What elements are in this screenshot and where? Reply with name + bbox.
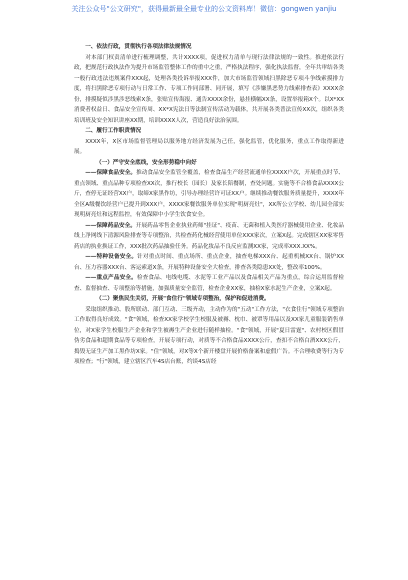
paragraph-text: 对本部门权责清单进行梳理调整，共计XXXX项，促进权力清单与现行法律法规的一致性。推进依法行政，把规范行政执法作为提升市场监管整体工作的重中之重，严格执法程序，强化执法监督，全年共审结各类一般行政违法违规案件XXX起，处理各类投诉举报XXX件，加大市场监管领域扫黑除恶专项斗争线索摸排力度，将扫黑除恶专项行动与日常工作、专项工作同部署、同开展，填写《涉嫌黑恶势力线索排查表》XXXX余份，排摸疑似涉黑涉恶线索X条，张贴宣传海报、通告XXXX余份，悬挂横幅XX条，设置举报箱X个。以X*XX消费者权益日、食品安全宣传周、XX*X宪法日等法制宣传活动为载体，共开展各类普法宣传XX次，组织各类培训班及安全知识讲座XX期，培训XXXX人次，营造良好法治氛围。 [74,54,344,124]
body-paragraph [74,137,344,158]
body-paragraph [74,168,344,221]
paragraph-text: （一）严守安全底线，安全形势稳中向好 [96,159,197,166]
body-paragraph [74,53,344,127]
body-paragraph [74,221,344,253]
section-heading [74,158,344,169]
paragraph-lead: ——重点产品安全。 [85,275,137,281]
paragraph-lead: ——保障食品安全。 [85,170,137,176]
paragraph-text: 推动食品安全监管全覆盖，检查食品生产经营流通单位XXXX户次，开展重点时节、重点领域、重点品种专项检查XX次，推行校长（园长）及家长陪餐制，查处问题。实施等不合格食品XXXX公斤，查停无证经营XX户，取缔X家黑作坊，引导办理经营许可证XX户。继续推动餐饮服务质量提升，XXXX年全区A级餐饮经营户已提升到XXX户，XXXX家餐饮服务单位实现"明厨亮灶"，XX所公立学校、幼儿园全部实现明厨亮灶和远程监控，有效保障中小学生饮食安全。 [74,170,344,218]
section-heading [74,42,344,53]
paragraph-text: 采取组织推动、股所联动、部门互动、三级齐动，主动作为的"五动"工作方法，"衣食住行"领域专项整治工作取得良好成效。"食"领域，检查XX家学校学生校服及被褥、枕巾、被罩等用品以及XX家儿童服装销售单位，对X家学生校服生产企业和学生被褥生产企业进行随样抽检。"食"领域，开展"夏日雷霆"、农村校区假冒伪劣食品和超期食品等专项检查，开展专项行动，对质等不合格食品XXXX公斤，查扣不合格白酒XXX公斤，捣毁无证生产加工黑作坊X家。"住"领域，对X等X个新开楼盘开展价格备案和虚假广告。不合理收费等行为专项检查；"行"领域，建立辖区汽车4S店台账，约谈4S店经 [74,306,344,365]
body-paragraph [74,273,344,294]
body-paragraph [74,305,344,368]
paragraph-text: 一、依法行政，贯彻执行各项法律法规情况 [85,44,192,50]
paragraph-text: （二）聚焦民生关切，开展"食住行"领域专项整治，保护和促进消费。 [96,296,270,302]
paragraph-text: XXXX年，X区市场监督管理局以服务地方经济发展为己任，强化监管，优化服务，重点工作取得新进展。 [74,138,344,155]
section-heading [74,126,344,137]
section-heading [74,294,344,305]
paragraph-text: 检查食品、电线电缆、水泥等工业产品以及食品相关产品为重点，综合运用监督检查、监督抽查、专项整治等措施，加强质量安全监管，检查企业XX家，抽检X家水泥生产企业，立案X起。 [74,275,344,292]
paragraph-lead: ——保障药品安全。 [85,222,136,229]
paragraph-text: 针对重点时间、重点场所、重点企业，抽查电梯XXX台、起重机械XX台、锅炉XX台、压力容器XXX台、客运索道X条，开展特种设备安全大检查，排查各类隐患XX处，整改率100%。 [74,254,344,271]
paragraph-text: 二、履行工作职责情况 [85,128,142,134]
paragraph-lead: ——特种设备安全。 [85,254,138,260]
paragraph-text: 开展药品零售企业执业药师"挂证"、疫苗、无菌和植入类医疗器械使用企业、化妆品线上净网线下清源风险排查等专项整治，共检查药化械经营使用单位XXX家次，立案X起。完成辖区XX家零售药店的执业换证工作，XXX批次药品抽验任务。药品化妆品不良反应监测XX家，完成率XXX.XX%。 [74,222,344,250]
header-banner[interactable]: 关注公众号"公文研究"，获得最新最全最专业的公文资料库！微信：gongwen yanjiu [71,5,337,13]
body-paragraph [74,252,344,273]
document-body [74,42,344,368]
